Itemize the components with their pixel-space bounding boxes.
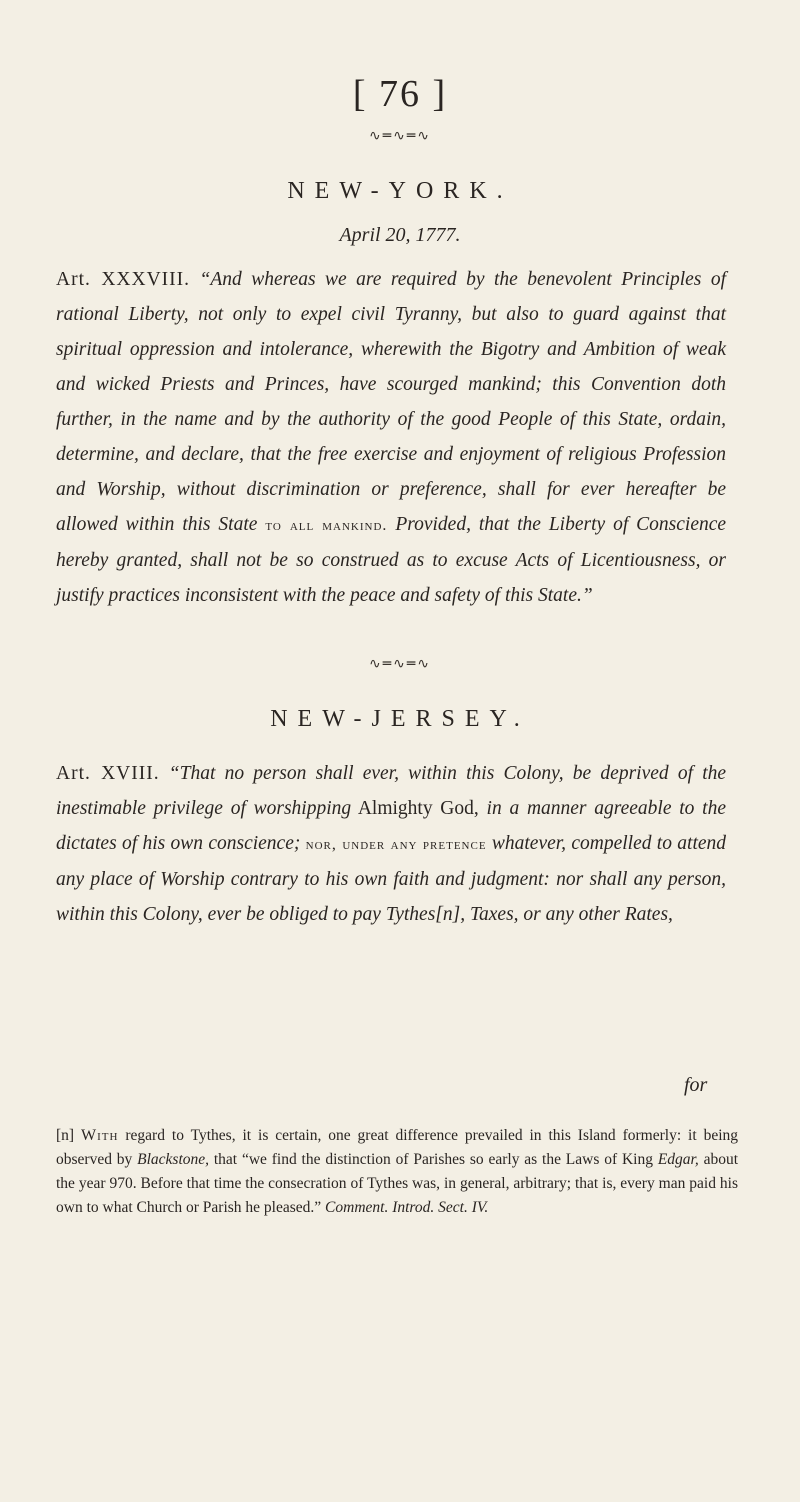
article-label: Art. XVIII. — [56, 763, 160, 784]
emphasis-caps: to all mankind. — [265, 517, 388, 534]
article-text: “That no person shall ever, within this Colony, be deprived of the inestimable privilege of worshipping — [56, 763, 727, 819]
footnote-lead: With — [81, 1127, 119, 1144]
emphasis-caps: nor, under any pretence — [305, 836, 487, 853]
footnote-author: Blackstone, — [137, 1151, 210, 1168]
footnote — [56, 1124, 738, 1220]
article-text: “And whereas we are required by the benevolent Principles of rational Liberty, not only to expel civil Tyranny, but also to guard against that spiritual oppression and intolerance, wherewith the Bigotry and Ambition of weak and wicked Priests and Princes, have scourged mankind; this Convention doth further, in the name and by the authority of the good People of this State, ordain, determine, and declare, that the free exercise and enjoyment of religious Profession and Worship, without discrimination or preference, shall for ever hereafter be allowed within this State — [56, 269, 727, 535]
catchword: for — [684, 1074, 708, 1096]
article-text-proviso: Provided, that the Liberty of Conscience hereby granted, shall not be so construed as to excuse Acts of Licentiousness, or justify practices inconsistent with the peace and safety of this State.” — [56, 514, 727, 606]
article-38-paragraph — [56, 262, 726, 613]
article-label: Art. XXXVIII. — [56, 269, 191, 290]
footnote-text: regard to Tythes, it is certain, one great difference prevailed in this Island formerly: it being observed by — [56, 1127, 739, 1168]
article-18-paragraph — [56, 756, 726, 932]
footnote-text: about the year 970. Before that time the consecration of Tythes was, in general, arbitrary; that is, every man paid his own to what Church or Parish he pleased.” — [56, 1151, 739, 1216]
footnote-text: that “we find the distinction of Parishes so early as the Laws of King — [213, 1151, 653, 1168]
article-text: in a manner agreeable to the dictates of his own conscience; — [56, 798, 726, 854]
date-line — [0, 224, 800, 247]
date-text: April 20, 1777. — [339, 224, 461, 246]
heading-new-jersey: NEW-JERSEY. — [270, 706, 530, 732]
footnote-citation: Comment. Introd. Sect. IV. — [325, 1199, 489, 1216]
footnote-king: Edgar, — [657, 1151, 699, 1168]
deity-name: Almighty God, — [357, 798, 479, 819]
footnote-marker: [n] — [56, 1127, 75, 1144]
heading-new-york: NEW-YORK. — [287, 178, 513, 204]
ornament-rule: ∿═∿═∿ — [368, 656, 432, 672]
article-text: whatever, compelled to attend any place of Worship contrary to his own faith and judgment: nor shall any person, within this Colony, ever be obliged to pay Tythes[n], Taxes, or any other Rates, — [56, 833, 727, 925]
page-number: [ 76 ] — [352, 73, 448, 115]
ornament-rule: ∿═∿═∿ — [368, 128, 432, 144]
